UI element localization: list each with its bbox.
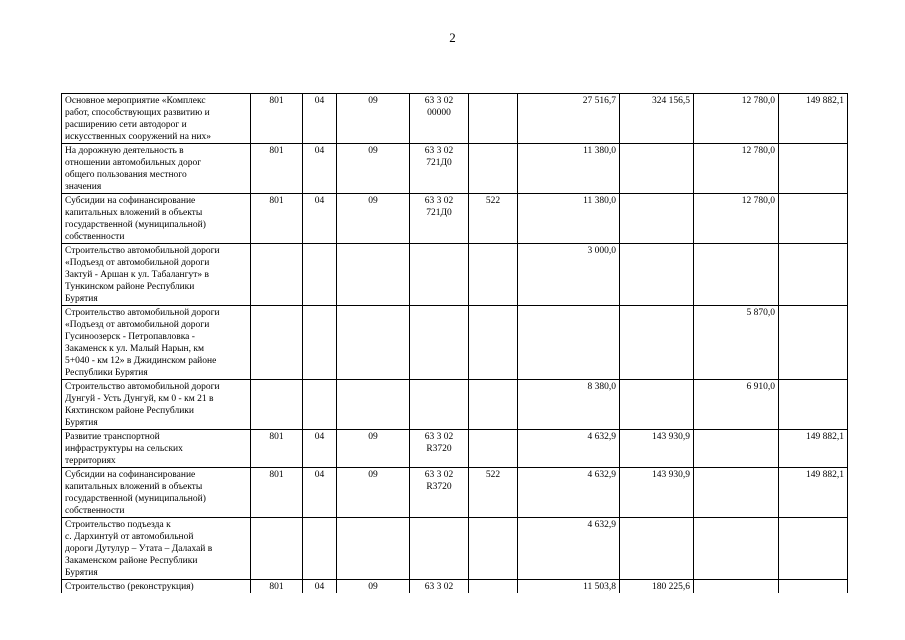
amount-cell-v3: 12 780,0 <box>694 144 779 194</box>
row-name-line: Бурятия <box>65 568 98 578</box>
row-name-line: Строительство подъезда к <box>65 520 171 530</box>
code-cell-c3: 09 <box>337 468 410 518</box>
row-name-cell <box>62 94 251 144</box>
code-cell-c1: 801 <box>251 468 303 518</box>
row-name-line: Развитие транспортной <box>65 432 160 442</box>
row-name-line: государственной (муниципальной) <box>65 494 206 504</box>
row-name-cell <box>62 194 251 244</box>
row-name-line: государственной (муниципальной) <box>65 220 206 230</box>
code-cell-c2 <box>303 306 337 380</box>
row-name-line: Строительство автомобильной дороги <box>65 246 220 256</box>
row-name-line: дороги Дутулур – Утата – Далахай в <box>65 544 213 554</box>
row-name-line: Бурятия <box>65 294 98 304</box>
code-cell-c1: 801 <box>251 430 303 468</box>
table-row <box>62 468 848 518</box>
target-code-line: 721Д0 <box>426 158 452 168</box>
code-cell-c1: 801 <box>251 194 303 244</box>
code-cell-c2: 04 <box>303 580 337 594</box>
amount-cell-v1: 11 380,0 <box>518 194 620 244</box>
row-name-line: работ, способствующих развитию и <box>65 108 210 118</box>
amount-cell-v1: 4 632,9 <box>518 518 620 580</box>
code-cell-c2: 04 <box>303 94 337 144</box>
code-cell-c2 <box>303 244 337 306</box>
amount-cell-v2: 180 225,6 <box>620 580 694 594</box>
table-row <box>62 518 848 580</box>
code-cell-expense-type <box>469 380 518 430</box>
table-row <box>62 194 848 244</box>
code-cell-c1 <box>251 380 303 430</box>
target-code-line: 63 3 02 <box>424 582 454 592</box>
table-row <box>62 306 848 380</box>
row-name-line: 5+040 - км 12» в Джидинском районе <box>65 356 217 366</box>
code-cell-expense-type: 522 <box>469 468 518 518</box>
code-cell-expense-type <box>469 580 518 594</box>
row-name-line: капитальных вложений в объекты <box>65 482 203 492</box>
code-cell-target <box>410 306 469 380</box>
amount-cell-v2 <box>620 380 694 430</box>
target-code-line: 721Д0 <box>426 208 452 218</box>
amount-cell-v2: 143 930,9 <box>620 468 694 518</box>
row-name-line: На дорожную деятельность в <box>65 146 184 156</box>
code-cell-c2: 04 <box>303 468 337 518</box>
code-cell-c2: 04 <box>303 144 337 194</box>
amount-cell-v1 <box>518 306 620 380</box>
code-cell-c1: 801 <box>251 580 303 594</box>
table-row <box>62 380 848 430</box>
row-name-line: общего пользования местного <box>65 170 187 180</box>
row-name-line: «Подъезд от автомобильной дороги <box>65 320 210 330</box>
amount-cell-v3 <box>694 430 779 468</box>
amount-cell-v1: 8 380,0 <box>518 380 620 430</box>
amount-cell-v4 <box>779 580 848 594</box>
row-name-line: Тункинском районе Республики <box>65 282 195 292</box>
row-name-line: собственности <box>65 232 125 242</box>
code-cell-expense-type <box>469 144 518 194</box>
amount-cell-v4: 149 882,1 <box>779 94 848 144</box>
code-cell-c2: 04 <box>303 194 337 244</box>
table-row <box>62 580 848 594</box>
code-cell-c1 <box>251 244 303 306</box>
target-code-line: R3720 <box>426 482 452 492</box>
amount-cell-v2 <box>620 194 694 244</box>
code-cell-expense-type: 522 <box>469 194 518 244</box>
code-cell-c3: 09 <box>337 94 410 144</box>
amount-cell-v3 <box>694 518 779 580</box>
amount-cell-v1: 4 632,9 <box>518 468 620 518</box>
code-cell-c1 <box>251 518 303 580</box>
table-row <box>62 94 848 144</box>
code-cell-c3: 09 <box>337 144 410 194</box>
amount-cell-v4 <box>779 380 848 430</box>
row-name-line: Дунгуй - Усть Дунгуй, км 0 - км 21 в <box>65 394 214 404</box>
row-name-cell <box>62 306 251 380</box>
row-name-line: расширению сети автодорог и <box>65 120 187 130</box>
amount-cell-v3: 12 780,0 <box>694 94 779 144</box>
page-number: 2 <box>449 30 456 45</box>
target-code-line: 63 3 02 <box>424 146 454 156</box>
code-cell-target <box>410 244 469 306</box>
code-cell-c1: 801 <box>251 94 303 144</box>
budget-table <box>61 93 848 593</box>
target-code-line: 63 3 02 <box>424 470 454 480</box>
target-code-line: R3720 <box>426 444 452 454</box>
row-name-line: Кяхтинском районе Республики <box>65 406 194 416</box>
amount-cell-v2 <box>620 144 694 194</box>
row-name-cell <box>62 380 251 430</box>
amount-cell-v3 <box>694 580 779 594</box>
code-cell-c3: 09 <box>337 430 410 468</box>
amount-cell-v4: 149 882,1 <box>779 430 848 468</box>
amount-cell-v2 <box>620 244 694 306</box>
amount-cell-v2 <box>620 306 694 380</box>
row-name-line: Гусиноозерск - Петропавловка - <box>65 332 195 342</box>
row-name-line: Строительство (реконструкция) <box>65 582 194 592</box>
amount-cell-v3 <box>694 244 779 306</box>
table-row <box>62 144 848 194</box>
row-name-line: Основное мероприятие «Комплекс <box>65 96 206 106</box>
target-code-line: 00000 <box>427 108 451 118</box>
row-name-line: территориях <box>65 456 116 466</box>
amount-cell-v4 <box>779 244 848 306</box>
row-name-cell <box>62 244 251 306</box>
code-cell-expense-type <box>469 306 518 380</box>
amount-cell-v1: 4 632,9 <box>518 430 620 468</box>
row-name-cell <box>62 468 251 518</box>
row-name-line: собственности <box>65 506 125 516</box>
code-cell-expense-type <box>469 430 518 468</box>
row-name-line: Строительство автомобильной дороги <box>65 308 220 318</box>
row-name-line: Бурятия <box>65 418 98 428</box>
row-name-line: Субсидии на софинансирование <box>65 470 196 480</box>
row-name-line: значения <box>65 182 102 192</box>
amount-cell-v1: 11 503,8 <box>518 580 620 594</box>
amount-cell-v3: 6 910,0 <box>694 380 779 430</box>
row-name-line: Зактуй - Аршан к ул. Табалангут» в <box>65 270 210 280</box>
row-name-line: Закаменском районе Республики <box>65 556 198 566</box>
budget-table-body <box>62 94 848 594</box>
row-name-line: Строительство автомобильной дороги <box>65 382 220 392</box>
code-cell-expense-type <box>469 244 518 306</box>
code-cell-c3 <box>337 518 410 580</box>
row-name-cell <box>62 518 251 580</box>
table-row <box>62 244 848 306</box>
row-name-line: Субсидии на софинансирование <box>65 196 196 206</box>
target-code-line: 63 3 02 <box>424 96 454 106</box>
code-cell-expense-type <box>469 94 518 144</box>
code-cell-c3 <box>337 380 410 430</box>
amount-cell-v4 <box>779 518 848 580</box>
target-code-line: 63 3 02 <box>424 432 454 442</box>
row-name-line: Закаменск к ул. Малый Нарын, км <box>65 344 204 354</box>
code-cell-target <box>410 144 469 194</box>
amount-cell-v1: 3 000,0 <box>518 244 620 306</box>
code-cell-target <box>410 194 469 244</box>
row-name-line: отношении автомобильных дорог <box>65 158 202 168</box>
code-cell-c3: 09 <box>337 580 410 594</box>
amount-cell-v2: 324 156,5 <box>620 94 694 144</box>
row-name-line: инфраструктуры на сельских <box>65 444 183 454</box>
code-cell-c1 <box>251 306 303 380</box>
amount-cell-v3: 5 870,0 <box>694 306 779 380</box>
amount-cell-v4 <box>779 144 848 194</box>
code-cell-c3 <box>337 306 410 380</box>
amount-cell-v2: 143 930,9 <box>620 430 694 468</box>
amount-cell-v3 <box>694 468 779 518</box>
code-cell-expense-type <box>469 518 518 580</box>
row-name-cell <box>62 144 251 194</box>
code-cell-target <box>410 380 469 430</box>
row-name-line: «Подъезд от автомобильной дороги <box>65 258 210 268</box>
target-code-line: 63 3 02 <box>424 196 454 206</box>
amount-cell-v1: 11 380,0 <box>518 144 620 194</box>
amount-cell-v3: 12 780,0 <box>694 194 779 244</box>
amount-cell-v4: 149 882,1 <box>779 468 848 518</box>
row-name-line: с. Дархинтуй от автомобильной <box>65 532 194 542</box>
code-cell-c3 <box>337 244 410 306</box>
table-row <box>62 430 848 468</box>
amount-cell-v2 <box>620 518 694 580</box>
row-name-cell <box>62 580 251 594</box>
amount-cell-v4 <box>779 306 848 380</box>
code-cell-c2 <box>303 380 337 430</box>
row-name-cell <box>62 430 251 468</box>
row-name-line: Республики Бурятия <box>65 368 148 378</box>
code-cell-target <box>410 580 469 594</box>
row-name-line: капитальных вложений в объекты <box>65 208 203 218</box>
amount-cell-v4 <box>779 194 848 244</box>
row-name-line: искусственных сооружений на них» <box>65 132 212 142</box>
code-cell-c2 <box>303 518 337 580</box>
code-cell-target <box>410 94 469 144</box>
code-cell-c3: 09 <box>337 194 410 244</box>
code-cell-c1: 801 <box>251 144 303 194</box>
amount-cell-v1: 27 516,7 <box>518 94 620 144</box>
code-cell-target <box>410 430 469 468</box>
code-cell-target <box>410 518 469 580</box>
code-cell-target <box>410 468 469 518</box>
code-cell-c2: 04 <box>303 430 337 468</box>
